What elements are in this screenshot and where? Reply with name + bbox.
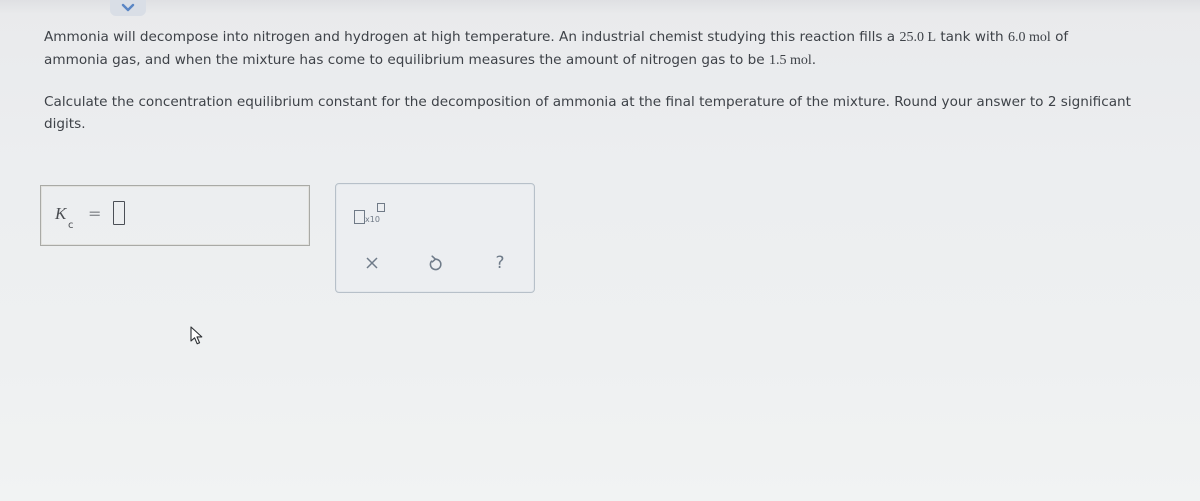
question-line1-end: of <box>1050 29 1069 45</box>
x10-label: x10 <box>365 215 380 224</box>
exponent-box-icon <box>377 203 385 212</box>
ammonia-amount: 6.0 mol <box>1007 30 1051 45</box>
clear-icon <box>365 256 379 270</box>
chevron-down-icon <box>121 3 135 13</box>
answer-box <box>40 185 310 246</box>
kc-symbol: K <box>55 204 67 223</box>
help-icon: ? <box>495 253 505 273</box>
clear-button[interactable] <box>359 250 385 276</box>
nitrogen-amount: 1.5 mol <box>768 53 812 68</box>
help-button[interactable] <box>487 250 513 276</box>
question-text <box>44 26 1164 72</box>
scientific-notation-icon <box>354 210 365 224</box>
top-strip <box>0 0 1200 14</box>
question-line1: Ammonia will decompose into nitrogen and hydrogen at high temperature. An industrial chemist studying this reaction fills a <box>44 29 900 45</box>
tank-volume: 25.0 L <box>899 30 937 45</box>
question-line2: ammonia gas, and when the mixture has come to equilibrium measures the amount of nitrogen gas to be <box>44 52 769 68</box>
scientific-notation-button[interactable] <box>350 198 390 228</box>
equals-sign: = <box>88 204 102 223</box>
answer-input[interactable] <box>113 201 125 225</box>
undo-button[interactable] <box>422 250 448 276</box>
mouse-cursor-icon <box>190 326 206 348</box>
question-line1-mid: tank with <box>936 29 1008 45</box>
math-tool-panel <box>335 183 535 293</box>
question-line2-end: . <box>811 52 817 68</box>
kc-subscript: c <box>68 220 74 231</box>
collapse-toggle[interactable] <box>110 0 146 16</box>
instruction-text: Calculate the concentration equilibrium constant for the decomposition of ammonia at the final temperature of the mixture. Round your answer to 2 significant digits. <box>44 94 1131 132</box>
undo-icon <box>427 254 443 272</box>
